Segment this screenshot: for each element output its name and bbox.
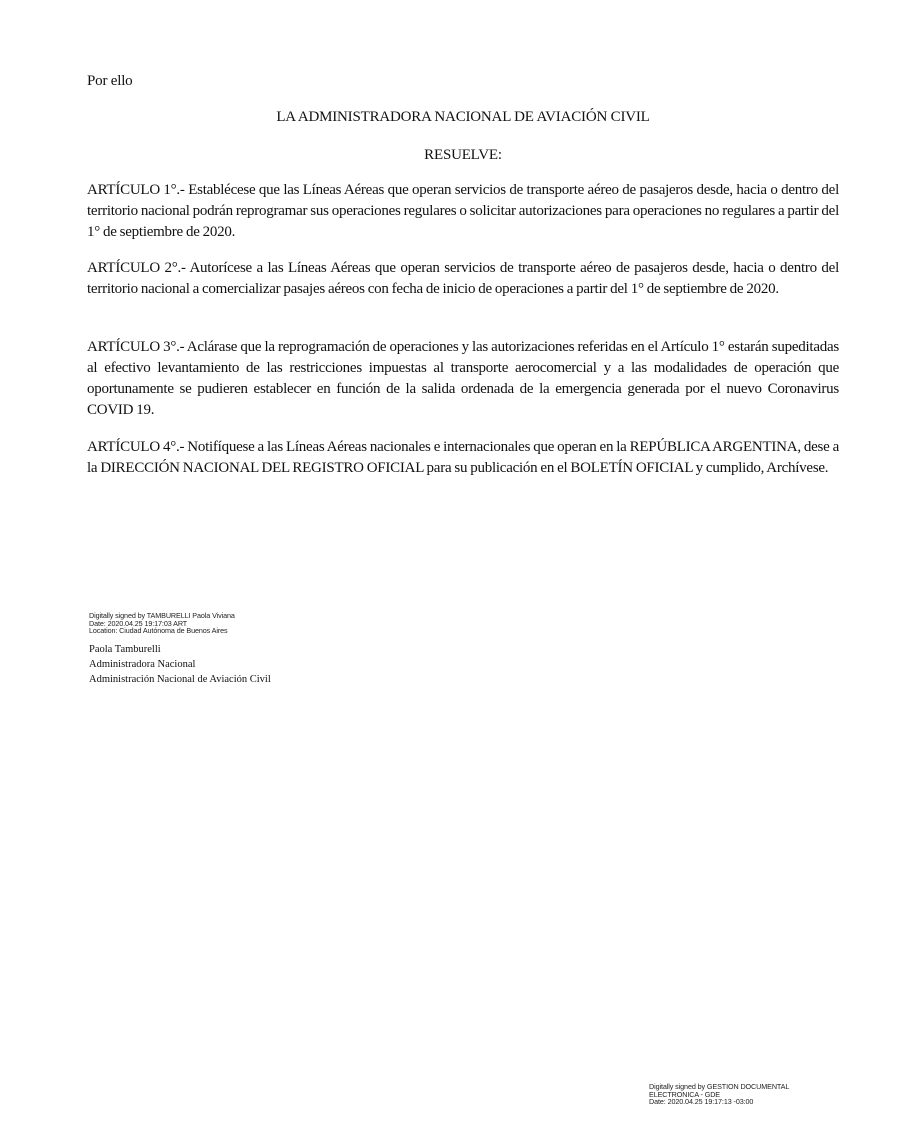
gde-signature-stamp [649, 1083, 789, 1106]
article-4: ARTÍCULO 4°.- Notifíquese a las Líneas Aéreas nacionales e internacionales que operan en la REPÚBLICA ARGENTINA, dese a la DIRECCIÓN NACIONAL DEL REGISTRO OFICIAL para su publicación en el BOLETÍN OFICIAL y cumplido, Archívese. [87, 439, 839, 476]
signature-location: Location: Ciudad Autónoma de Buenos Aires [89, 626, 228, 636]
signatory-details [89, 642, 271, 687]
article-2: ARTÍCULO 2°.- Autorícese a las Líneas Aéreas que operan servicios de transporte aéreo de pasajeros desde, hacia o dentro del territorio nacional a comercializar pasajes aéreos con fecha de inicio de operaciones a partir del 1° de septiembre de 2020. [87, 260, 839, 297]
signatory-organization: Administración Nacional de Aviación Civil [89, 673, 271, 685]
gde-line-1: Digitally signed by GESTION DOCUMENTAL [649, 1082, 790, 1091]
signatory-role: Administradora Nacional [89, 658, 196, 670]
article-1: ARTÍCULO 1°.- Establécese que las Líneas Aéreas que operan servicios de transporte aéreo de pasajeros desde, hacia o dentro del territorio nacional podrán reprogramar sus operaciones regulares o solicitar autorizaciones para operaciones no regulares a partir del 1° de septiembre de 2020. [87, 182, 839, 240]
article-3: ARTÍCULO 3°.- Aclárase que la reprogramación de operaciones y las autorizaciones referidas en el Artículo 1° estarán supeditadas al efectivo levantamiento de las restricciones impuestas al transporte aerocomercial y a las modalidades de operación que oportunamente se pudieren establecer en función de la salida ordenada de la emergencia generada por el nuevo Coronavirus COVID 19. [87, 339, 839, 418]
gde-date: Date: 2020.04.25 19:17:13 -03:00 [649, 1097, 754, 1107]
intro-text: Por ello [87, 73, 133, 89]
signed-by-text: Digitally signed by TAMBURELLI Paola Viviana [89, 611, 235, 620]
authority-heading: LA ADMINISTRADORA NACIONAL DE AVIACIÓN CIVIL [276, 109, 650, 125]
signature-block [89, 612, 271, 687]
signature-date: Date: 2020.04.25 19:17:03 ART [89, 618, 188, 628]
gde-line-2: ELECTRONICA - GDE [649, 1089, 720, 1099]
signatory-name: Paola Tamburelli [89, 643, 161, 655]
digital-signature-stamp [89, 612, 271, 635]
resolves-heading: RESUELVE: [424, 147, 502, 163]
